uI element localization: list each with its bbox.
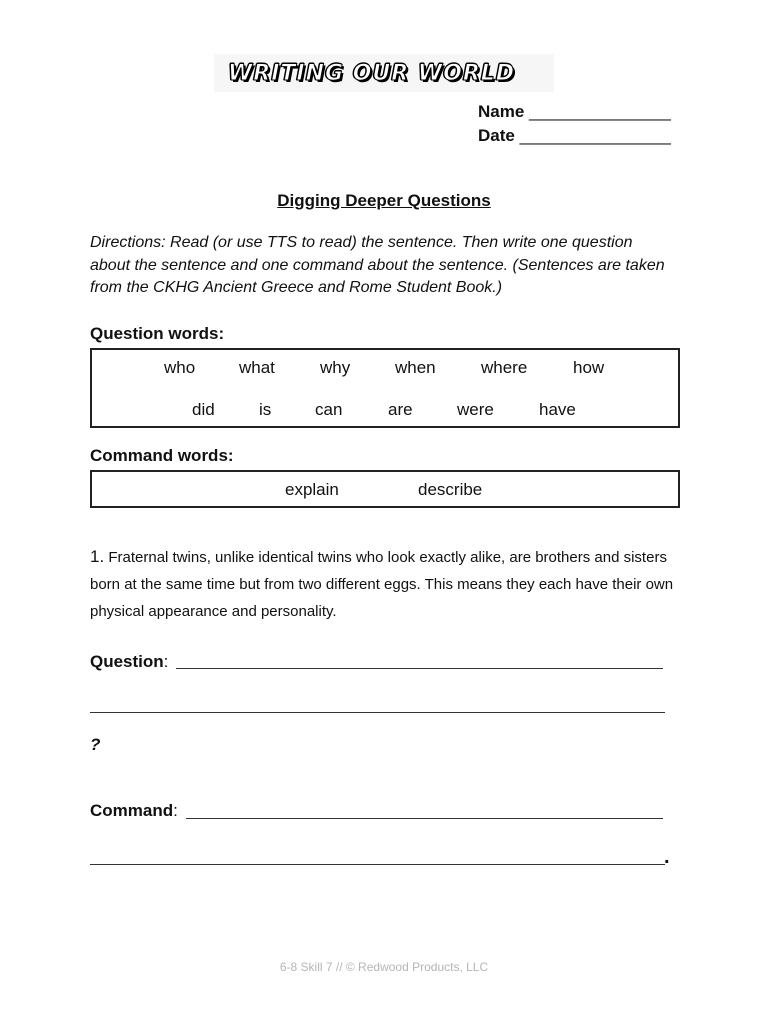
command-label: Command [90,801,174,820]
question-word: is [259,400,272,419]
command-word: describe [418,480,483,499]
question-word: can [315,400,343,419]
command-words-label: Command words: [90,446,234,465]
name-blank: _______________ [529,102,671,121]
item-sentence [90,543,680,625]
question-word: who [164,358,196,377]
question-word: have [539,400,576,419]
date-field [478,126,671,146]
logo [214,54,554,92]
command-answer-line-2[interactable] [90,864,665,865]
logo-text: WRITING OUR WORLD [228,61,516,86]
question-answer-line-2[interactable] [90,712,665,713]
question-word: are [388,400,413,419]
name-field [478,102,671,122]
question-word: were [457,400,494,419]
question-answer-line-1[interactable] [176,668,663,669]
question-word: why [320,358,351,377]
question-word: where [481,358,528,377]
date-label: Date [478,126,515,145]
question-word: how [573,358,605,377]
question-word: did [192,400,215,419]
page-title: Digging Deeper Questions [277,191,491,210]
command-period: . [664,846,670,868]
question-words-box [90,348,680,428]
command-words-box [90,470,680,508]
question-line: Question: [90,652,169,671]
name-label: Name [478,102,525,121]
command-word: explain [285,480,339,499]
footer-credit: 6-8 Skill 7 // © Redwood Products, LLC [279,960,489,974]
question-word: what [239,358,275,377]
question-label: Question [90,652,164,671]
question-word: when [395,358,436,377]
date-blank: ________________ [519,126,671,145]
item-number: 1. [90,547,105,566]
command-answer-line-1[interactable] [186,818,663,819]
question-words-label: Question words: [90,324,225,343]
question-mark: ? [90,735,101,754]
directions-text: Directions: Read (or use TTS to read) the sentence. Then write one question about the sentence and one command about the sentence. (Sentences are taken from the CKHG Ancient Greece and Rome Student Book.) [90,234,665,296]
sentence-text: Fraternal twins, unlike identical twins who look exactly alike, are brothers and sisters born at the same time but from two different eggs. This means they each have their own physical appearance and personality. [90,549,674,620]
command-line: Command: [90,801,178,820]
